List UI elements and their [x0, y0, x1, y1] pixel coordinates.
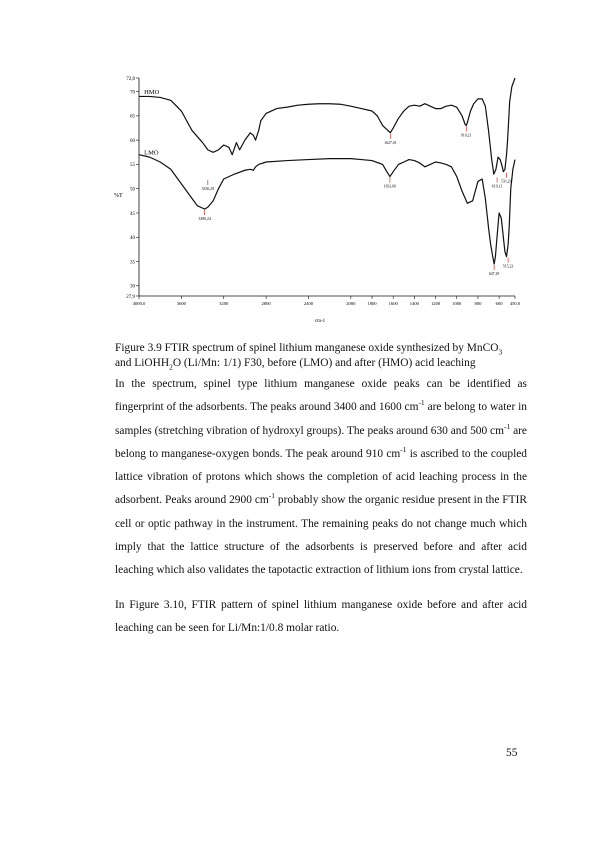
x-tick-label: 4000,0 — [132, 301, 146, 306]
y-tick-label: 72,8 — [126, 76, 135, 82]
paragraph-text: are belong to manganese-oxygen bonds. The peak around 910 cm — [115, 424, 527, 460]
x-tick-label: 2000 — [346, 301, 356, 306]
figure-caption — [115, 341, 527, 370]
x-axis-label: cm-1 — [314, 319, 326, 324]
y-tick-label: 55 — [130, 163, 135, 169]
series-line-lmo — [139, 155, 515, 264]
x-tick-label: 1600 — [388, 301, 398, 306]
chart-ticks — [126, 77, 521, 307]
paragraph-text: In the spectrum, spinel type lithium manganese oxide peaks can be identified as fingerprint of the adsorbents. The peaks around 3400 and 1600 cm — [115, 378, 527, 414]
y-tick-label: 30 — [130, 284, 135, 290]
chart-series — [139, 78, 515, 264]
peak-label: 910,21 — [461, 133, 472, 138]
y-tick-label: 35 — [130, 260, 135, 266]
x-tick-label: 3200 — [219, 301, 229, 306]
superscript: -1 — [400, 445, 407, 455]
x-tick-label: 2800 — [261, 301, 271, 306]
peak-label: 619,11 — [491, 184, 503, 189]
series-label-hmo: HMO — [144, 89, 160, 97]
x-tick-label: 3600 — [176, 301, 186, 306]
y-tick-label: 27,9 — [126, 294, 135, 300]
peak-label: 3380,24 — [198, 217, 211, 222]
x-tick-label: 600 — [495, 301, 503, 306]
series-line-hmo — [139, 78, 515, 174]
x-tick-label: 2400 — [303, 301, 314, 306]
x-tick-label: 450,0 — [509, 301, 521, 306]
peak-label: 647,29 — [488, 271, 500, 276]
peak-label: 1627,01 — [384, 140, 397, 145]
page-number: 55 — [506, 747, 518, 759]
series-label-lmo: LMO — [144, 149, 159, 157]
peak-label: 1631,06 — [383, 184, 397, 189]
caption-sub: 3 — [498, 347, 503, 357]
peak-label: 515,23 — [502, 264, 514, 269]
body-paragraph — [115, 373, 527, 583]
paragraph-text: probably show the organic residue present in the FTIR cell or optic pathway in the instrument. The remaining peaks do not change much which imply that the lattice structure of the adsorbents is preserved before and after acid leaching which also validates the tapotactic extraction of lithium ions from crystal lattice. — [115, 494, 527, 577]
y-tick-label: 60 — [130, 138, 135, 144]
caption-sub: 2 — [169, 361, 173, 371]
superscript: -1 — [418, 398, 425, 408]
caption-text: and LiOHH — [115, 356, 170, 369]
y-tick-label: 70 — [130, 90, 135, 96]
body-paragraph: In Figure 3.10, FTIR pattern of spinel lithium manganese oxide before and after acid leaching can be seen for Li/Mn:1/0.8 molar ratio. — [115, 599, 527, 635]
paragraph-text: is ascribed to the coupled lattice vibration of protons which shows the completion of acid leaching process in the adsorbent. Peaks around 2900 cm — [115, 447, 527, 507]
x-tick-label: 1000 — [452, 301, 462, 306]
superscript: -1 — [268, 491, 275, 501]
x-tick-label: 1800 — [367, 301, 377, 306]
caption-text: O (Li/Mn: 1/1) F30, before (LMO) and after (HMO) acid leaching — [172, 356, 476, 369]
x-tick-label: 800 — [474, 301, 482, 306]
y-tick-label: 45 — [130, 211, 135, 217]
peak-label: 531,24 — [501, 179, 512, 184]
paragraph-text: are belong to water in samples (stretching vibration of hydroxyl groups). The peaks around 630 and 500 cm — [115, 401, 527, 437]
x-tick-label: 1200 — [430, 301, 441, 306]
caption-text: Figure 3.9 FTIR spectrum of spinel lithium manganese oxide synthesized by MnCO — [115, 342, 499, 354]
peak-label: 3350,29 — [201, 186, 214, 191]
y-axis-label: %T — [114, 193, 123, 199]
ftir-spectrum-chart — [110, 70, 530, 330]
y-tick-label: 65 — [130, 114, 135, 120]
y-tick-label: 40 — [130, 236, 135, 242]
superscript: -1 — [503, 421, 511, 431]
y-tick-label: 50 — [130, 187, 135, 193]
x-tick-label: 1400 — [409, 301, 419, 306]
